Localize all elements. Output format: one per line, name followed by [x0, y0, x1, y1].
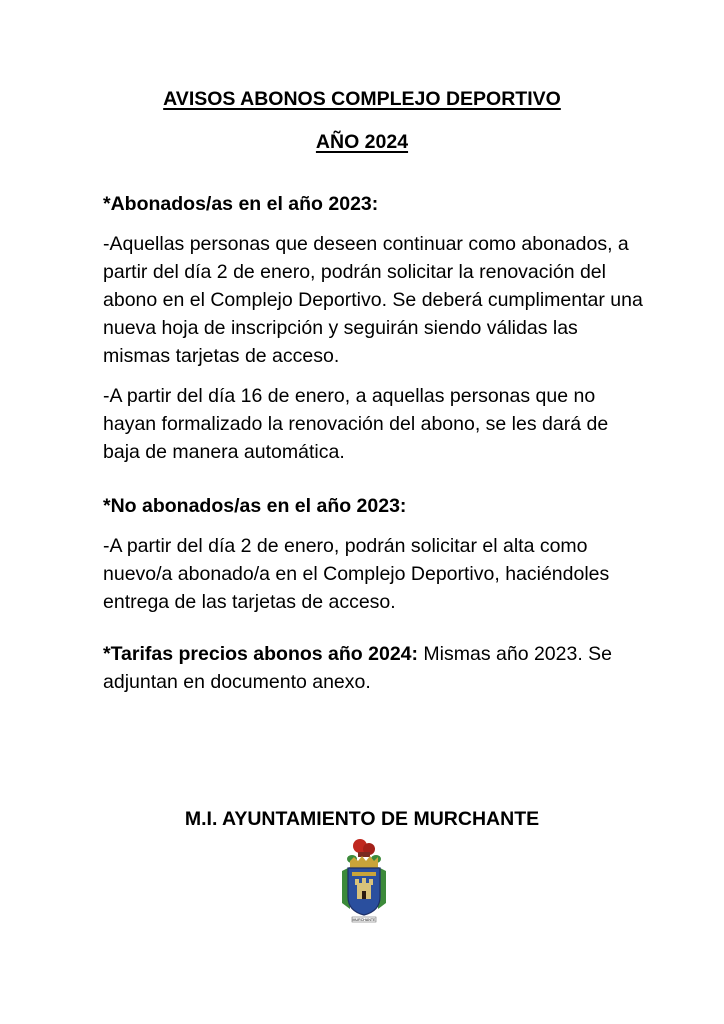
crest-caption: MURCHANTE	[352, 918, 376, 922]
tarifas-text: Mismas año 2023. Se adjuntan en documento anexo.	[103, 643, 613, 693]
section-heading-no-abonados: *No abonados/as en el año 2023:	[103, 495, 407, 517]
document-title: AVISOS ABONOS COMPLEJO DEPORTIVO	[163, 88, 561, 110]
paragraph-tarifas	[103, 640, 643, 696]
document-year-title: AÑO 2024	[315, 131, 409, 153]
document-body	[103, 190, 643, 696]
paragraph-alta: -A partir del día 2 de enero, podrán solicitar el alta como nuevo/a abonado/a en el Complejo Deportivo, haciéndoles entrega de las tarjetas de acceso.	[103, 535, 610, 613]
tarifas-heading: *Tarifas precios abonos año 2024:	[103, 643, 418, 665]
section-heading-abonados: *Abonados/as en el año 2023:	[103, 193, 379, 215]
municipal-coat-of-arms-icon	[338, 837, 390, 923]
signature: M.I. AYUNTAMIENTO DE MURCHANTE	[184, 808, 540, 830]
paragraph-baja: -A partir del día 16 de enero, a aquellas personas que no hayan formalizado la renovación del abono, se les dará de baja de manera automática.	[103, 385, 609, 463]
paragraph-renovacion: -Aquellas personas que deseen continuar como abonados, a partir del día 2 de enero, podrán solicitar la renovación del abono en el Complejo Deportivo. Se deberá cumplimentar una nueva hoja de inscripción y seguirán siendo válidas las mismas tarjetas de acceso.	[103, 233, 643, 367]
